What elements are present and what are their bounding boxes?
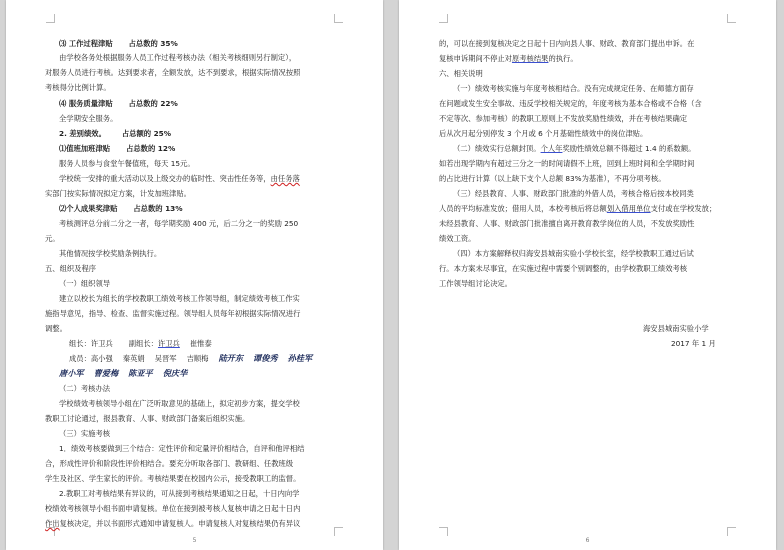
body-line: （三）经县教育、人事、财政部门批准的外借人员，考核合格后按本校同类 bbox=[453, 189, 694, 198]
highlighted-name: 许卫兵 bbox=[157, 339, 180, 348]
highlighted-text: 个人年 bbox=[540, 144, 563, 153]
heading-text: 占总数的 13% bbox=[133, 204, 183, 213]
body-text: 组长：许卫兵 bbox=[69, 339, 113, 348]
body-line bbox=[453, 142, 776, 155]
body-line bbox=[45, 517, 383, 530]
heading-text: 占总数的 35% bbox=[128, 39, 178, 48]
body-line: 调整。 bbox=[45, 324, 67, 333]
body-text: 崔惟泰 bbox=[189, 339, 212, 348]
body-text: 学校统一安排的重大活动以及上级交办的临时性、突击性任务等， bbox=[59, 174, 271, 183]
heading-line bbox=[59, 37, 383, 50]
document-page-left bbox=[6, 0, 383, 550]
handwritten-name: 陈亚平 bbox=[128, 368, 153, 378]
body-line: （一）绩效考核实施与年度考核相结合。没有完成规定任务、在师德方面存 bbox=[453, 84, 694, 93]
body-text: 复核决定，并以书面形式通知申请复核人。申请复核人对复核结果仍有异议 bbox=[59, 519, 301, 528]
body-text: 支付或在学校发放； bbox=[650, 204, 717, 213]
heading-text: ⑴值班加班津贴 bbox=[59, 144, 111, 153]
body-line: （四）本方案解释权归海安县城南实验小学校长室，经学校教职工通过后试 bbox=[453, 249, 694, 258]
body-line: 施指导意见，指导、检查、监督实施过程。领导组人员每年初根据实际情况进行 bbox=[45, 309, 301, 318]
body-text: 成员：高小强 bbox=[69, 354, 113, 363]
body-line: 其他情况按学校奖励条例执行。 bbox=[59, 249, 162, 258]
handwritten-name: 孙桂军 bbox=[287, 353, 313, 363]
margin-corner-mark bbox=[727, 527, 736, 536]
body-line: 2.教职工对考核结果有异议的，可从接到考核结果通知之日起，十日内向学 bbox=[59, 489, 300, 498]
heading-text: 占总额的 25% bbox=[121, 129, 172, 138]
committee-members-line bbox=[69, 352, 383, 365]
committee-members-line bbox=[59, 367, 383, 380]
body-line: 考核得分比例计算。 bbox=[45, 83, 111, 92]
body-line: 不定等次、参加考核）的教职工原则上不发放奖励性绩效，并在考核结果确定 bbox=[439, 114, 688, 123]
body-text: 吴晋军 bbox=[154, 354, 177, 363]
body-line: 绩效工资。 bbox=[439, 234, 476, 243]
body-line: 建立以校长为组长的学校教职工绩效考核工作领导组，制定绩效考核工作实 bbox=[59, 294, 300, 303]
handwritten-name: 陆开东 bbox=[218, 353, 244, 363]
heading-line bbox=[59, 97, 383, 110]
body-text: 吉顺梅 bbox=[186, 354, 209, 363]
margin-corner-mark bbox=[334, 14, 343, 23]
signature-organization: 海安县城南实验小学 bbox=[643, 324, 709, 333]
body-line: 教职工讨论通过，报县教育、人事、财政部门备案后组织实施。 bbox=[45, 414, 250, 423]
body-line bbox=[439, 202, 776, 215]
body-text: 奖励性绩效总额不得超过 1.4 的系数额。 bbox=[562, 144, 696, 153]
handwritten-name: 倪庆华 bbox=[162, 368, 188, 378]
heading-line bbox=[59, 127, 383, 140]
margin-corner-mark bbox=[439, 527, 448, 536]
body-line: 合，形成性评价和阶段性评价相结合。要充分听取各部门、教研组、任教班级 bbox=[45, 459, 294, 468]
handwritten-name: 谭俊秀 bbox=[253, 353, 278, 363]
heading-text: ⑶ 工作过程津贴 bbox=[59, 39, 113, 48]
body-line: 后从次月起分别停发 3 个月或 6 个月基础性绩效中的岗位津贴。 bbox=[439, 129, 648, 138]
body-text: 副组长： bbox=[128, 339, 158, 348]
body-line: 的，可以在接到复核决定之日起十日内向县人事、财政、教育部门提出申诉。在 bbox=[439, 39, 695, 48]
heading-text: ⑵个人成果奖津贴 bbox=[59, 204, 118, 213]
section-heading: 六、相关说明 bbox=[439, 69, 483, 78]
page-number: 5 bbox=[192, 537, 197, 544]
heading-text: 2. 差别绩效。 bbox=[59, 129, 106, 138]
body-line: 对服务人员进行考核。达到要求者，全额发放，达不到要求，根据实际情况按照 bbox=[45, 68, 301, 77]
body-text: （二）绩效实行总额封顶。 bbox=[453, 144, 541, 153]
body-line: 行。本方案未尽事宜，在实施过程中需要个别调整的，由学校教职工绩效考核 bbox=[439, 264, 688, 273]
subsection-heading: （三）实施考核 bbox=[59, 429, 111, 438]
body-text: 复核申诉期间不停止对 bbox=[439, 54, 512, 63]
section-heading: 五、组织及程序 bbox=[45, 264, 97, 273]
body-line: 由学校各务处根据服务人员工作过程考核办法（相关考核细则另行制定）， bbox=[59, 53, 297, 62]
subsection-heading: （二）考核办法 bbox=[59, 384, 111, 393]
body-line bbox=[439, 52, 776, 65]
heading-text: 占总数的 22% bbox=[128, 99, 178, 108]
body-line: 服务人员参与食堂午餐值班，每天 15元。 bbox=[59, 159, 195, 168]
body-line bbox=[59, 172, 383, 185]
margin-corner-mark bbox=[439, 14, 448, 23]
body-text: 秦英娟 bbox=[122, 354, 145, 363]
heading-line bbox=[59, 142, 383, 155]
subsection-heading: （一）组织领导 bbox=[59, 279, 111, 288]
body-line: 考核测评总分前二分之一者，每学期奖励 400 元，后二分之一的奖励 250 bbox=[59, 219, 299, 228]
body-line: 如若出现学期内有超过三分之一的时间请假不上班，回到上班时间和全学期时间 bbox=[439, 159, 695, 168]
heading-text: ⑷ 服务质量津贴 bbox=[59, 99, 113, 108]
body-line: 在问题或发生安全事故、违反学校相关规定的，年度考核为基本合格或不合格（含 bbox=[439, 99, 702, 108]
body-line: 工作领导组讨论决定。 bbox=[439, 279, 512, 288]
heading-text: 占总数的 12% bbox=[126, 144, 176, 153]
margin-corner-mark bbox=[727, 14, 736, 23]
body-line: 学生及社区、学生家长的评价。考核结果要在校园内公示，接受教职工的监督。 bbox=[45, 474, 301, 483]
handwritten-name: 曹爱梅 bbox=[93, 368, 119, 378]
body-line: 的占比进行计算（以上缺下支个人总额 83%为基准），不再分项考核。 bbox=[439, 174, 666, 183]
signature-date: 2017 年 1 月 bbox=[671, 339, 716, 348]
handwritten-name: 唐小军 bbox=[59, 368, 84, 378]
body-text: 的执行。 bbox=[548, 54, 578, 63]
highlighted-text: 划入借用单位 bbox=[606, 204, 651, 213]
body-line: 校绩效考核领导小组书面申请复核。单位在接到被考核人复核申请之日起十日内 bbox=[45, 504, 301, 513]
margin-corner-mark bbox=[46, 14, 55, 23]
page-number: 6 bbox=[585, 537, 590, 544]
body-text: 人员的平均标准发放；借用人员，本校考核后将总额 bbox=[439, 204, 607, 213]
committee-leaders-line bbox=[69, 337, 383, 350]
body-line: 学校绩效考核领导小组在广泛听取意见的基础上，拟定初步方案，提交学校 bbox=[59, 399, 300, 408]
spellcheck-underlined-text: 由任务落 bbox=[270, 174, 300, 183]
heading-line bbox=[59, 202, 383, 215]
body-line: 元。 bbox=[45, 234, 60, 243]
body-line: 未经县教育、人事、财政部门批准擅自离开教育教学岗位的人员，不发放奖励性 bbox=[439, 219, 695, 228]
body-line: 全学期安全服务。 bbox=[59, 114, 118, 123]
document-page-right bbox=[399, 0, 776, 550]
spellcheck-underlined-text: 作出 bbox=[45, 519, 60, 528]
body-line: 实部门按实际情况拟定方案，计发加班津贴。 bbox=[45, 189, 191, 198]
highlighted-text: 原考核结果 bbox=[511, 54, 549, 63]
body-line: 1．绩效考核要做到三个结合：定性评价和定量评价相结合，自评和他评相结 bbox=[59, 444, 305, 453]
